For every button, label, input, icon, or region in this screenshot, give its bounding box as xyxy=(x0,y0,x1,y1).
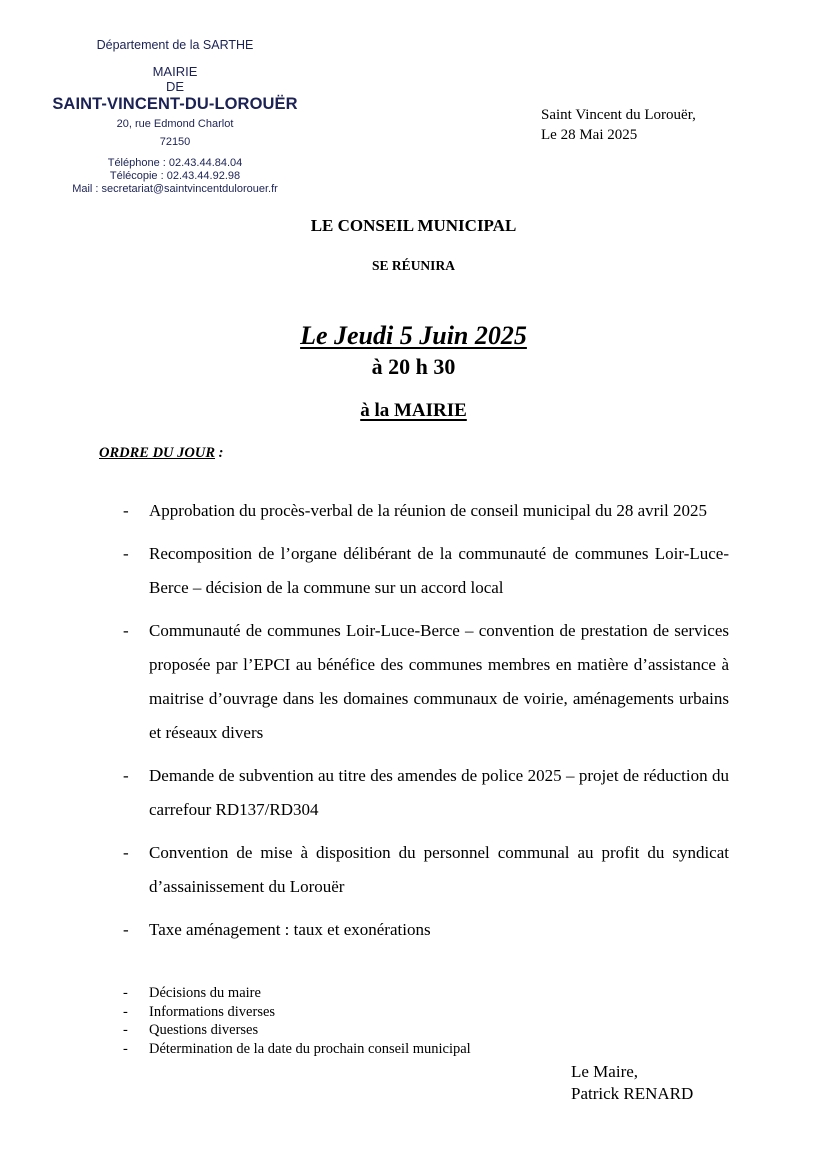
agenda-heading-colon: : xyxy=(215,445,224,461)
agenda-item: - Recomposition de l’organe délibérant de la communauté de communes Loir-Luce-Berce – décision de la commune sur un accord local xyxy=(120,537,729,605)
place-and-date xyxy=(541,105,696,145)
agenda-item: - Communauté de communes Loir-Luce-Berce – convention de prestation de services proposée par l’EPCI au bénéfice des communes membres en matière d’assistance à maitrise d’ouvrage dans les domaines communaux de voirie, aménagements urbains et réseaux divers xyxy=(120,614,729,750)
agenda-item-small: - Informations diverses xyxy=(123,1003,276,1020)
meeting-place xyxy=(0,400,827,422)
bullet-dash: - xyxy=(123,843,129,862)
meeting-place-text: à la MAIRIE xyxy=(360,400,467,421)
document-title: LE CONSEIL MUNICIPAL xyxy=(310,216,517,235)
bullet-dash: - xyxy=(123,501,129,520)
signatory-role: Le Maire, xyxy=(571,1062,639,1081)
agenda-item-small: - Détermination de la date du prochain conseil municipal xyxy=(123,1040,471,1057)
bullet-dash: - xyxy=(123,1022,128,1038)
bullet-dash: - xyxy=(123,621,129,640)
bullet-dash: - xyxy=(123,1003,128,1020)
agenda-list xyxy=(120,494,729,956)
signatory-name: Patrick RENARD xyxy=(571,1084,694,1103)
bullet-dash: - xyxy=(123,920,129,939)
issue-place: Saint Vincent du Lorouër, xyxy=(541,107,696,123)
bullet-dash: - xyxy=(123,544,129,563)
agenda-heading xyxy=(99,445,223,462)
meeting-date-text: Le Jeudi 5 Juin 2025 xyxy=(300,321,527,350)
mairie-label: MAIRIE xyxy=(152,64,198,79)
agenda-item-small: - Décisions du maire xyxy=(123,985,261,1001)
meeting-time: à 20 h 30 xyxy=(371,354,456,379)
postcode: 72150 xyxy=(159,136,191,148)
town-name: SAINT-VINCENT-DU-LOROUËR xyxy=(52,95,298,113)
agenda-heading-text: ORDRE DU JOUR xyxy=(99,445,216,461)
bullet-dash: - xyxy=(123,1040,128,1057)
meeting-date xyxy=(0,321,827,351)
agenda-item: - Convention de mise à disposition du personnel communal au profit du syndicat d’assainissement du Lorouër xyxy=(120,836,729,904)
agenda-item: - Approbation du procès-verbal de la réunion de conseil municipal du 28 avril 2025 xyxy=(120,494,729,528)
mairie-de-label: DE xyxy=(165,79,185,94)
issue-date: Le 28 Mai 2025 xyxy=(541,127,638,143)
bullet-dash: - xyxy=(123,985,128,1001)
bullet-dash: - xyxy=(123,766,129,785)
department-name: Département de la SARTHE xyxy=(96,38,254,52)
letterhead xyxy=(40,38,310,196)
signature-block xyxy=(571,1061,693,1105)
agenda-list-secondary xyxy=(120,984,471,1058)
telephone: Téléphone : 02.43.44.84.04 xyxy=(107,157,243,169)
agenda-item: - Demande de subvention au titre des amendes de police 2025 – projet de réduction du carrefour RD137/RD304 xyxy=(120,759,729,827)
agenda-item-small: - Questions diverses xyxy=(123,1022,259,1038)
document-subtitle: SE RÉUNIRA xyxy=(372,258,455,273)
street-address: 20, rue Edmond Charlot xyxy=(116,118,234,130)
email: Mail : secretariat@saintvincentdulorouer.fr xyxy=(72,183,278,195)
agenda-item: - Taxe aménagement : taux et exonérations xyxy=(120,913,729,947)
telecopie: Télécopie : 02.43.44.92.98 xyxy=(109,170,241,182)
